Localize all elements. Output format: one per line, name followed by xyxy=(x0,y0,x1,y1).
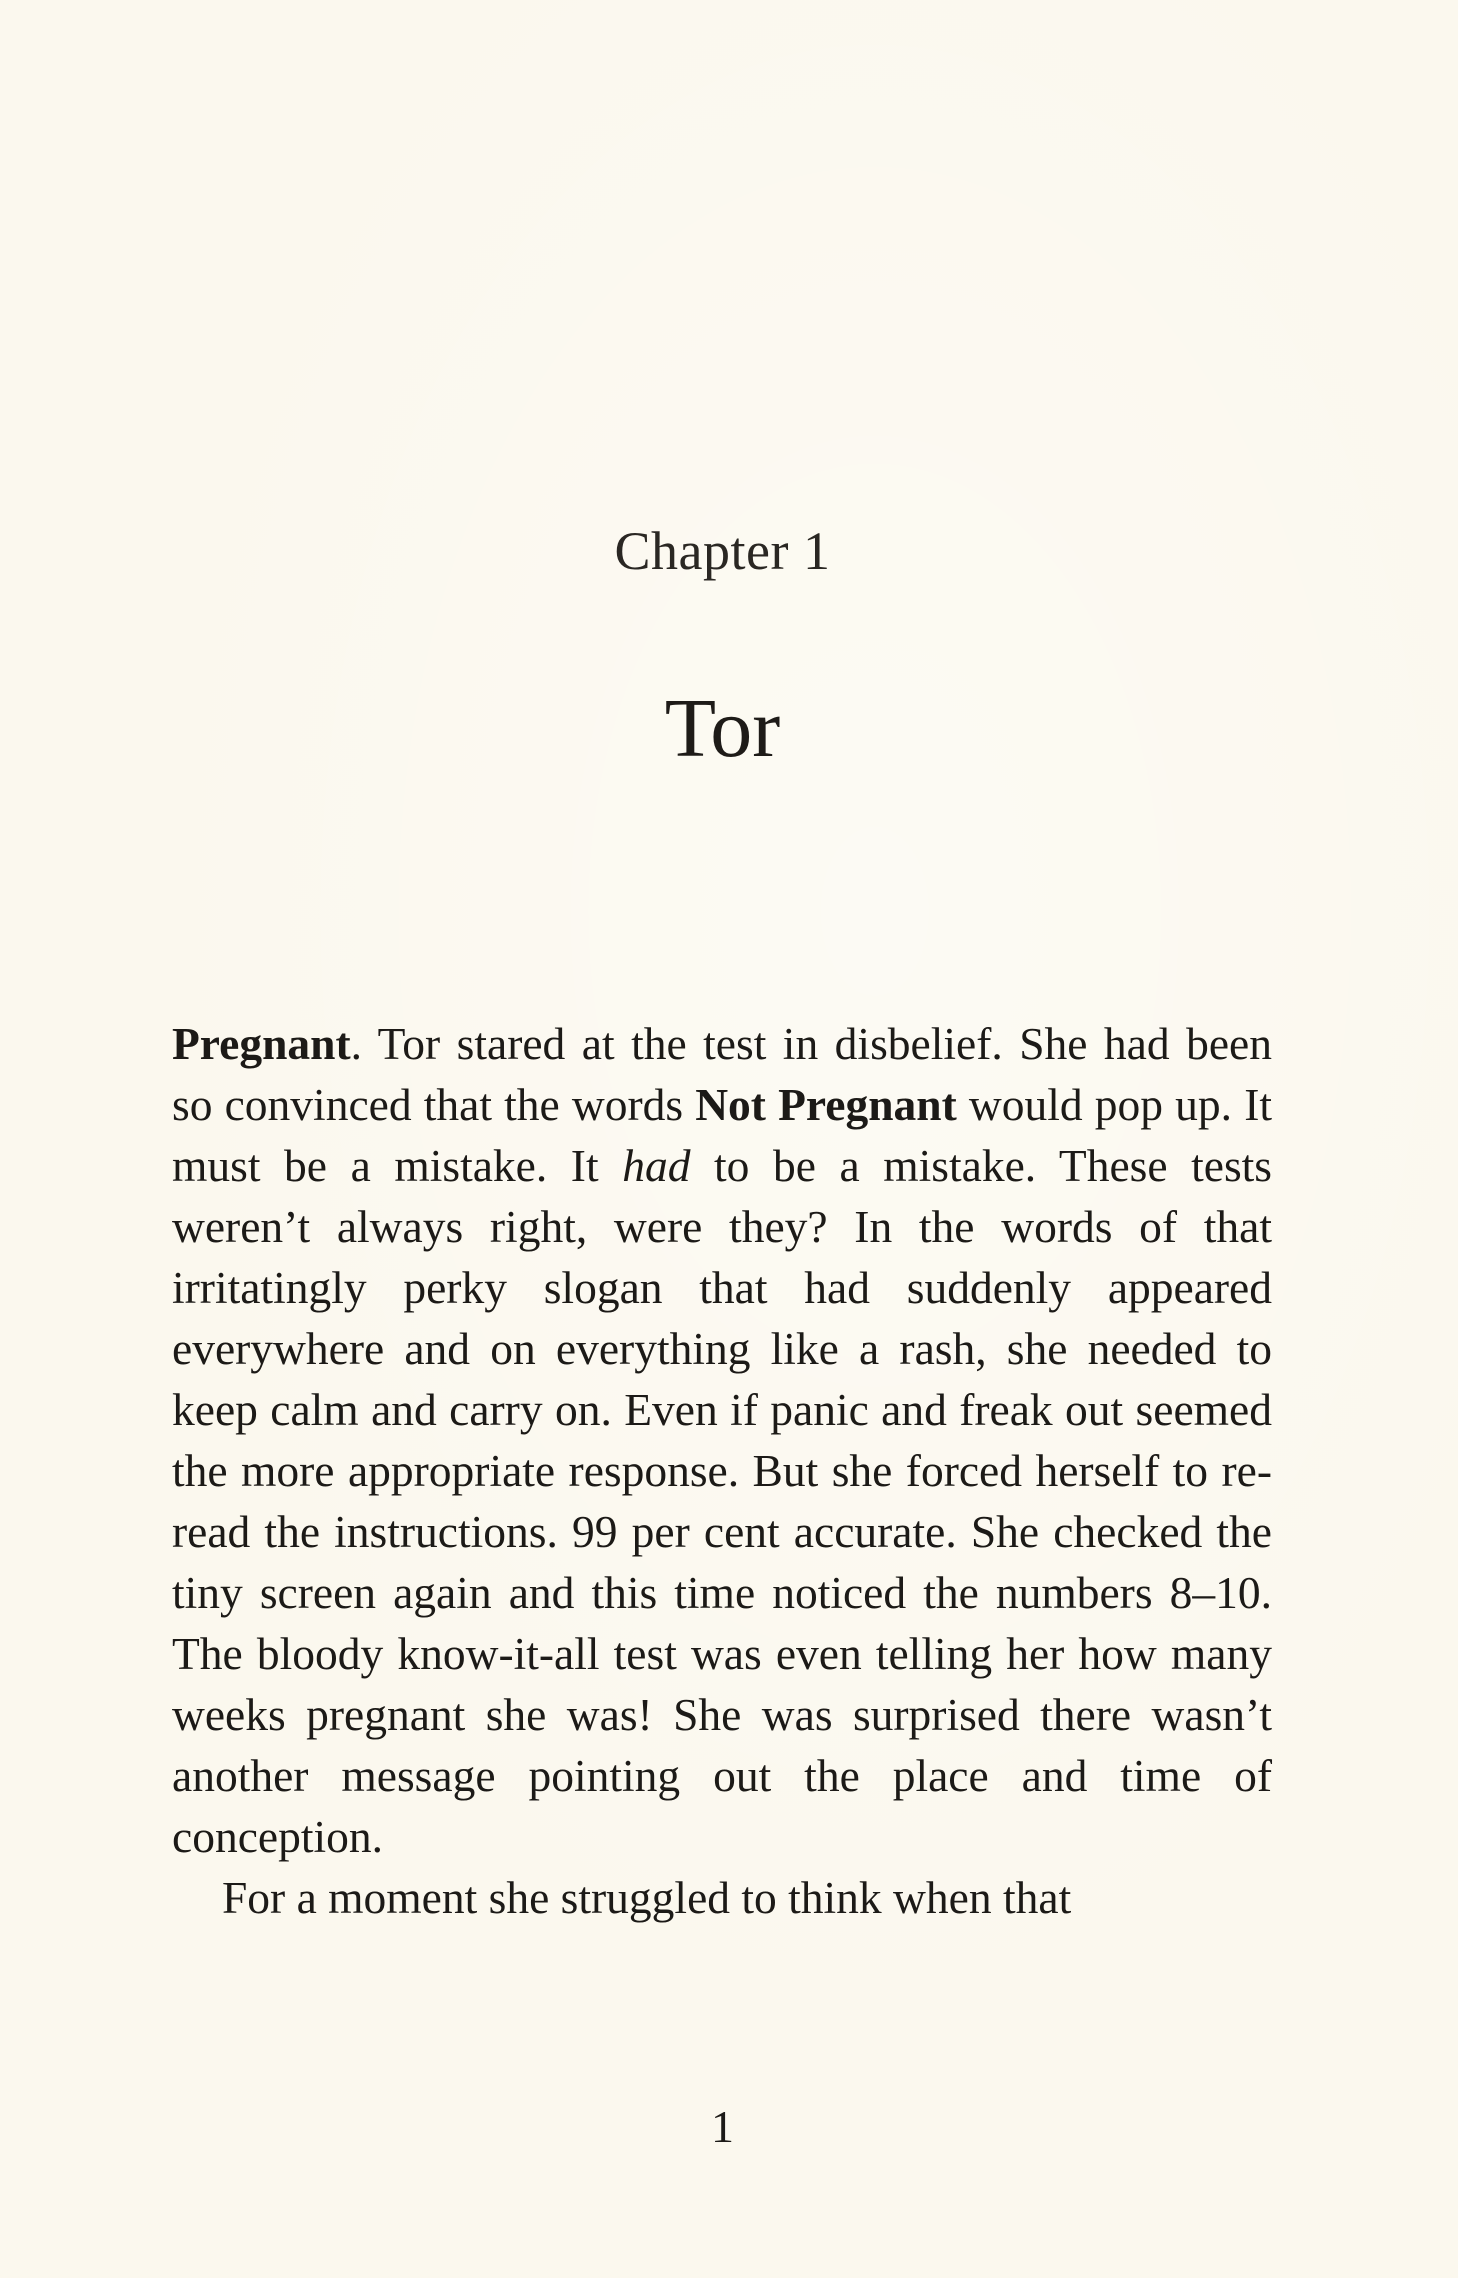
paragraph-1-text-b: would pop up. It must be a mistake. It xyxy=(172,1079,1272,1191)
page-number: 1 xyxy=(711,2101,734,2152)
italic-word: had xyxy=(622,1140,691,1191)
paragraph-1-text-a: . Tor stared at the test in disbelief. She had been so convinced that the words xyxy=(172,1018,1272,1130)
paragraph-2: For a moment she struggled to think when that xyxy=(222,1872,1072,1923)
paragraph-1-text-c: to be a mistake. These tests weren’t always right, were they? In the words of that irritatingly perky slogan that had suddenly appeared everywhere and on everything like a rash, she needed to keep calm and carry on. Even if panic and freak out seemed the more appropriate response. But she forced herself to re-read the instructions. 99 per cent accurate. She checked the tiny screen again and this time noticed the numbers 8–10. The bloody know-it-all test was even telling her how many weeks pregnant she was! She was surprised there wasn’t another message pointing out the place and time of conception. xyxy=(172,1140,1273,1862)
bold-lead-word: Pregnant xyxy=(172,1018,351,1069)
chapter-label: Chapter 1 xyxy=(614,521,831,581)
paragraph-1 xyxy=(172,1013,1272,1867)
bold-phrase: Not Pregnant xyxy=(695,1079,957,1130)
chapter-title: Tor xyxy=(664,682,781,775)
body-text xyxy=(172,1013,1272,1928)
